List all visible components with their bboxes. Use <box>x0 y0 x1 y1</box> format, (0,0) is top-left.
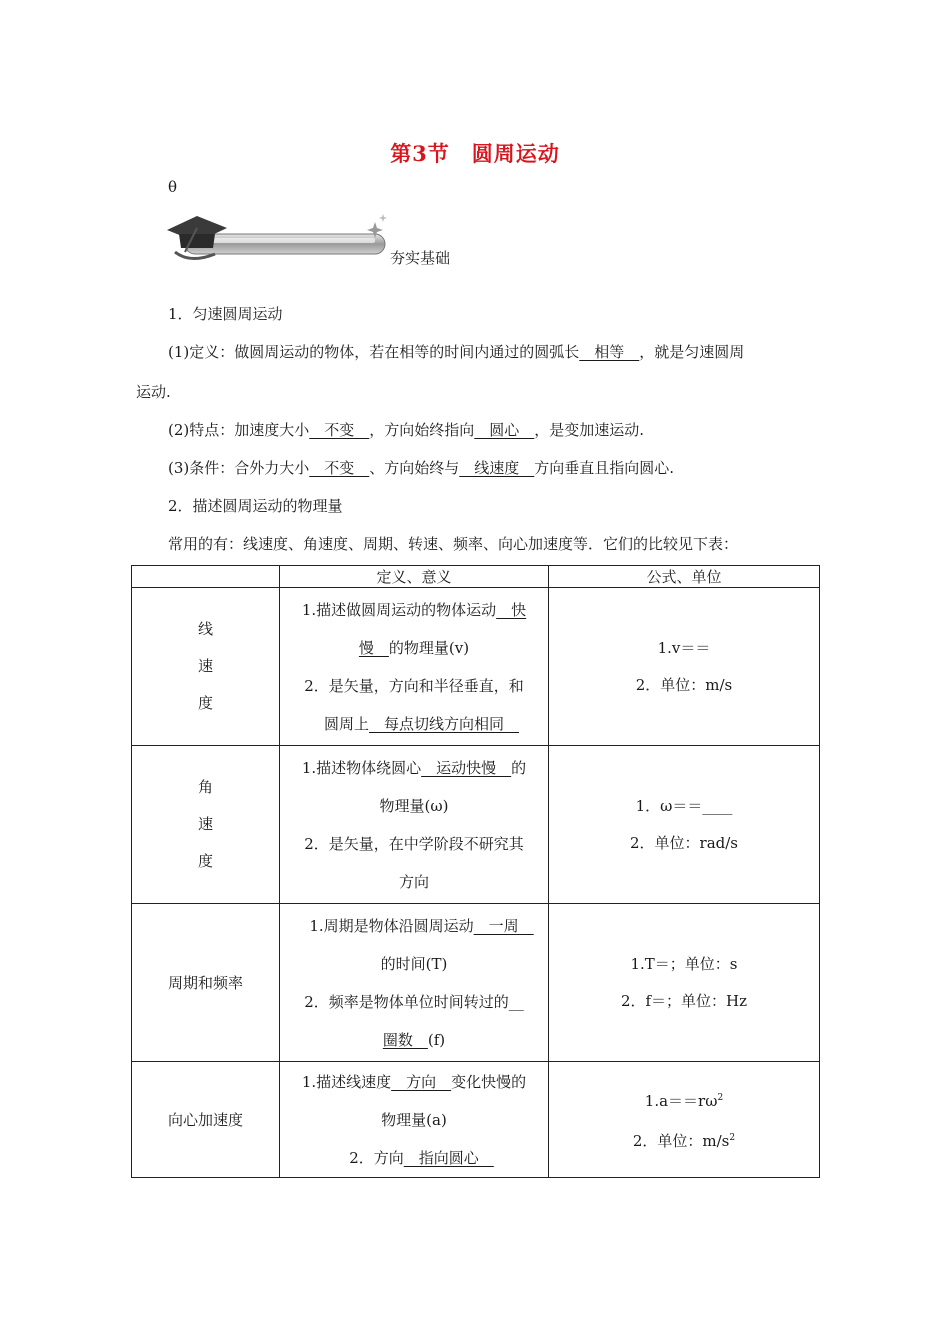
row-name: 线 速 度 <box>132 588 280 746</box>
table-row <box>132 904 820 1062</box>
definition-paragraph: (1)定义：做圆周运动的物体，若在相等的时间内通过的圆弧长 相等 ，就是匀速圆周 <box>168 343 745 361</box>
table-row <box>132 746 820 904</box>
fill-blank: 相等 <box>579 343 640 361</box>
section2-intro: 常用的有：线速度、角速度、周期、转速、频率、向心加速度等．它们的比较见下表： <box>168 535 739 553</box>
formula-cell: 1.v＝＝ 2．单位：m/s <box>549 588 820 746</box>
feature-paragraph: (2)特点：加速度大小 不变 ，方向始终指向 圆心 ，是变加速运动. <box>168 421 645 439</box>
table-header-row <box>132 566 820 588</box>
row-name: 周期和频率 <box>132 904 280 1062</box>
definition-cell: 1.描述做圆周运动的物体运动 快 慢 的物理量(v) 2．是矢量，方向和半径垂直，和 圆周上 每点切线方向相同 <box>280 588 549 746</box>
page-title: 第3节 圆周运动 <box>390 141 560 166</box>
table-row <box>132 1062 820 1178</box>
row-name: 角 速 度 <box>132 746 280 904</box>
definition-cell: 1.描述物体绕圆心 运动快慢 的 物理量(ω) 2．是矢量，在中学阶段不研究其 方向 <box>280 746 549 904</box>
definition-cell: 1.描述线速度 方向 变化快慢的 物理量(a) 2．方向 指向圆心 <box>280 1062 549 1178</box>
fill-blank: 圆心 <box>474 421 535 439</box>
fill-blank: 不变 <box>309 421 370 439</box>
table-row <box>132 588 820 746</box>
row-name: 向心加速度 <box>132 1062 280 1178</box>
comparison-table <box>131 565 820 1178</box>
formula-cell: $1.a==r\omega^2$ 2．单位：$m/s^2$ <box>549 1062 820 1178</box>
fill-blank: 线速度 <box>459 459 535 477</box>
table-header <box>132 566 280 588</box>
section2-heading: 2．描述圆周运动的物理量 <box>168 497 343 515</box>
section1-heading: 1．匀速圆周运动 <box>168 305 283 323</box>
formula-cell: 1．ω＝＝____ 2．单位：rad/s <box>549 746 820 904</box>
table-header: 定义、意义 <box>280 566 549 588</box>
definition-paragraph-cont: 运动. <box>136 383 171 401</box>
banner-label: 夯实基础 <box>390 249 451 267</box>
stray-symbol: θ <box>168 178 178 196</box>
fill-blank: 不变 <box>309 459 370 477</box>
formula-cell: 1.T＝；单位：s 2．f＝；单位：Hz <box>549 904 820 1062</box>
table-header: 公式、单位 <box>549 566 820 588</box>
condition-paragraph: (3)条件：合外力大小 不变 、方向始终与 线速度 方向垂直且指向圆心. <box>168 459 675 477</box>
definition-cell: 1.周期是物体沿圆周运动 一周 的时间(T) 2．频率是物体单位时间转过的__ 圈数 (f) <box>280 904 549 1062</box>
